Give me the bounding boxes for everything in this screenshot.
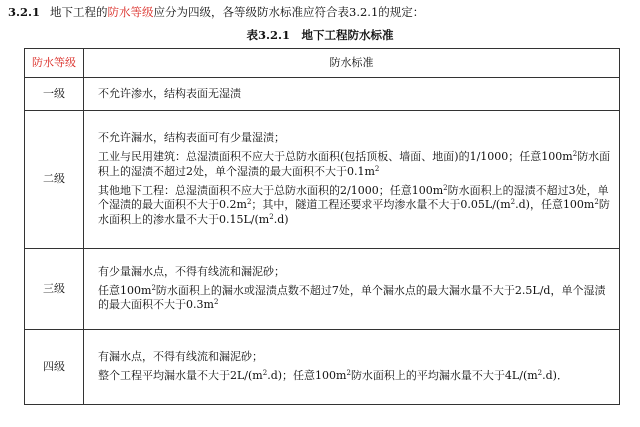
table-row (25, 330, 620, 405)
table-row (25, 78, 620, 111)
table-caption: 表3.2.1 地下工程防水标准 (246, 28, 394, 42)
standard-cell (84, 249, 620, 330)
header-grade: 防水等级 (25, 49, 84, 78)
standard-line: 有少量漏水点，不得有线流和漏泥砂； (98, 264, 285, 278)
standard-cell (84, 111, 620, 249)
standard-cell (84, 330, 620, 405)
clause-highlight: 防水等级 (107, 5, 154, 19)
standard-line: 其他地下工程：总湿渍面积不应大于总防水面积的2/1000；任意$100m^2$防水面积上的湿渍不超过3处，单个湿渍的最大面积不大于$0.2m^2$；其中，隧道工程还要求平均渗水量不大于$0.05L/(m^2.d)$，任意$100m^2$防水面积上的渗水量不大于$0.15L/(m^2.d)$ (98, 183, 610, 227)
standard-line: 整个工程平均漏水量不大于$2L/(m^2.d)$；任意$100m^2$防水面积上的平均漏水量不大于$4L/(m^2.d)$． (98, 369, 568, 382)
standard-line: 不允许漏水，结构表面可有少量湿渍； (98, 130, 285, 144)
waterproof-standard-table (24, 48, 620, 405)
table-row (25, 111, 620, 249)
grade-cell: 四级 (25, 330, 84, 405)
grade-cell: 三级 (25, 249, 84, 330)
standard-line: 任意$100m^2$防水面积上的漏水或湿渍点数不超过7处，单个漏水点的最大漏水量不大于2.5L/d，单个湿渍的最大面积不大于$0.3m^2$ (98, 283, 606, 312)
standard-line: 不允许渗水，结构表面无湿渍 (98, 86, 241, 100)
header-standard: 防水标准 (84, 49, 620, 78)
clause-number: 3.2.1 (8, 5, 41, 19)
clause-text-before: 地下工程的 (50, 5, 108, 19)
clause-paragraph (8, 4, 424, 20)
grade-cell: 一级 (25, 78, 84, 111)
table-row (25, 249, 620, 330)
standard-line: 有漏水点，不得有线流和漏泥砂； (98, 350, 263, 364)
grade-cell: 二级 (25, 111, 84, 249)
standard-line: 工业与民用建筑：总湿渍面积不应大于总防水面积(包括顶板、墙面、地面)的1/1000；任意$100m^2$防水面积上的湿渍不超过2处，单个湿渍的最大面积不大于$0.1m^2$ (98, 149, 611, 178)
clause-text-after: 应分为四级，各等级防水标准应符合表3.2.1的规定： (153, 5, 425, 19)
standard-cell (84, 78, 620, 111)
table-header-row (25, 49, 620, 78)
